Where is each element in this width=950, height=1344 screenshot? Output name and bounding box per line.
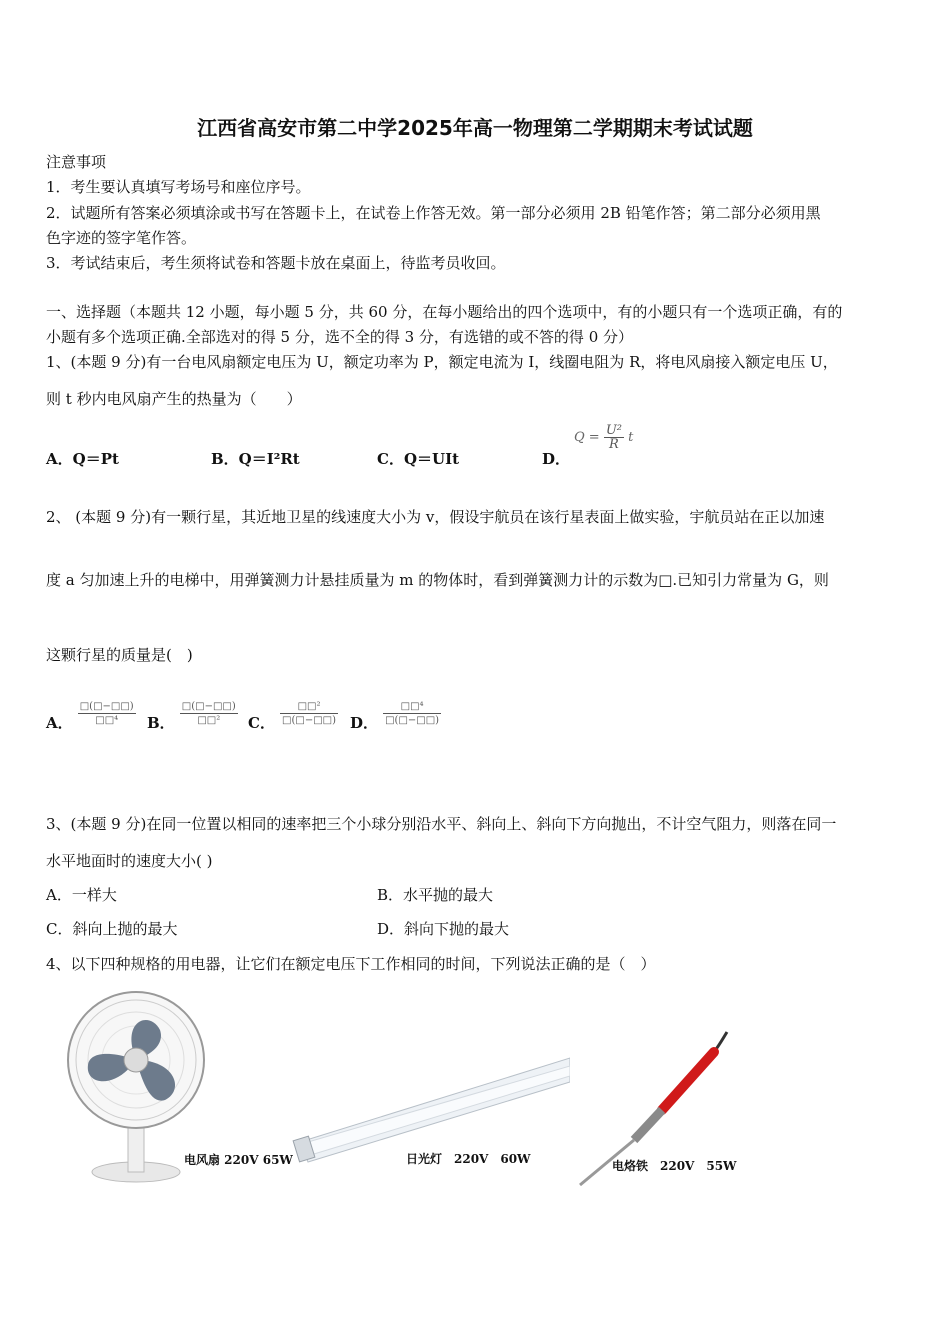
- q2-option-b: B． $\frac{□(□-□□)}{\text{□□²}}$: [147, 701, 236, 732]
- q4-stem: 4、以下四种规格的用电器，让它们在额定电压下工作相同的时间，下列说法正确的是（ ）: [46, 955, 656, 973]
- q1-formula-d: Q = $\frac{\text{U²}}{R}$ t: [574, 423, 634, 452]
- q3-stem: 水平地面时的速度大小( ): [46, 852, 213, 870]
- q2-option-c: C． $\frac{\text{□□²}}{□(□-□□)}$: [248, 701, 337, 732]
- q2-option-a: A． $\frac{□(□-□□)}{\text{□□⁴}}$: [46, 701, 134, 732]
- q1-stem: 则 t 秒内电风扇产生的热量为（ ）: [46, 390, 302, 408]
- q1-stem: 1、(本题 9 分)有一台电风扇额定电压为 U，额定功率为 P，额定电流为 I，线圈电阻为 R，将电风扇接入额定电压 U，: [46, 353, 838, 371]
- section-intro: 小题有多个选项正确.全部选对的得 5 分，选不全的得 3 分，有选错的或不答的得 0 分）: [46, 328, 634, 346]
- q3-option-a: A．一样大: [46, 886, 117, 904]
- q3-stem: 3、(本题 9 分)在同一位置以相同的速率把三个小球分别沿水平、斜向上、斜向下方向抛出，不计空气阻力，则落在同一: [46, 815, 837, 833]
- q1-option-c: C．Q＝UIt: [377, 450, 460, 468]
- q3-option-d: D．斜向下抛的最大: [377, 920, 510, 938]
- fluorescent-lamp-image: [292, 1054, 570, 1164]
- q2-stem: 这颗行星的质量是( ): [46, 646, 193, 664]
- notes-item: 色字迹的签字笔作答。: [46, 229, 197, 247]
- notes-heading: 注意事项: [46, 153, 107, 171]
- q2-stem: 2、 (本题 9 分)有一颗行星，其近地卫星的线速度大小为 v，假设宇航员在该行星表面上做实验，宇航员站在正以加速: [46, 508, 825, 526]
- q2-option-d: D． $\frac{\text{□□⁴}}{□(□-□□)}$: [350, 701, 440, 732]
- section-intro: 一、选择题（本题共 12 小题，每小题 5 分，共 60 分，在每小题给出的四个选项中，有的小题只有一个选项正确，有的: [46, 303, 843, 321]
- q3-option-c: C．斜向上抛的最大: [46, 920, 178, 938]
- notes-item: 1．考生要认真填写考场号和座位序号。: [46, 178, 311, 196]
- fan-label: 电风扇 220V 65W: [184, 1153, 293, 1167]
- notes-item: 3．考试结束后，考生须将试卷和答题卡放在桌面上，待监考员收回。: [46, 254, 506, 272]
- q3-option-b: B．水平抛的最大: [377, 886, 494, 904]
- q1-option-d: D．: [542, 450, 571, 468]
- soldering-iron-label: 电烙铁 220V 55W: [612, 1159, 737, 1173]
- lamp-label: 日光灯 220V 60W: [406, 1152, 531, 1166]
- q1-option-a: A．Q＝Pt: [46, 450, 119, 468]
- q1-option-b: B．Q＝I²Rt: [211, 450, 300, 468]
- page-title: 江西省高安市第二中学2025年高一物理第二学期期末考试试题: [197, 116, 753, 140]
- notes-item: 2．试题所有答案必须填涂或书写在答题卡上，在试卷上作答无效。第一部分必须用 2B 铅笔作答；第二部分必须用黑: [46, 204, 821, 222]
- q2-stem: 度 a 匀加速上升的电梯中，用弹簧测力计悬挂质量为 m 的物体时，看到弹簧测力计的示数为□.已知引力常量为 G，则: [46, 571, 829, 589]
